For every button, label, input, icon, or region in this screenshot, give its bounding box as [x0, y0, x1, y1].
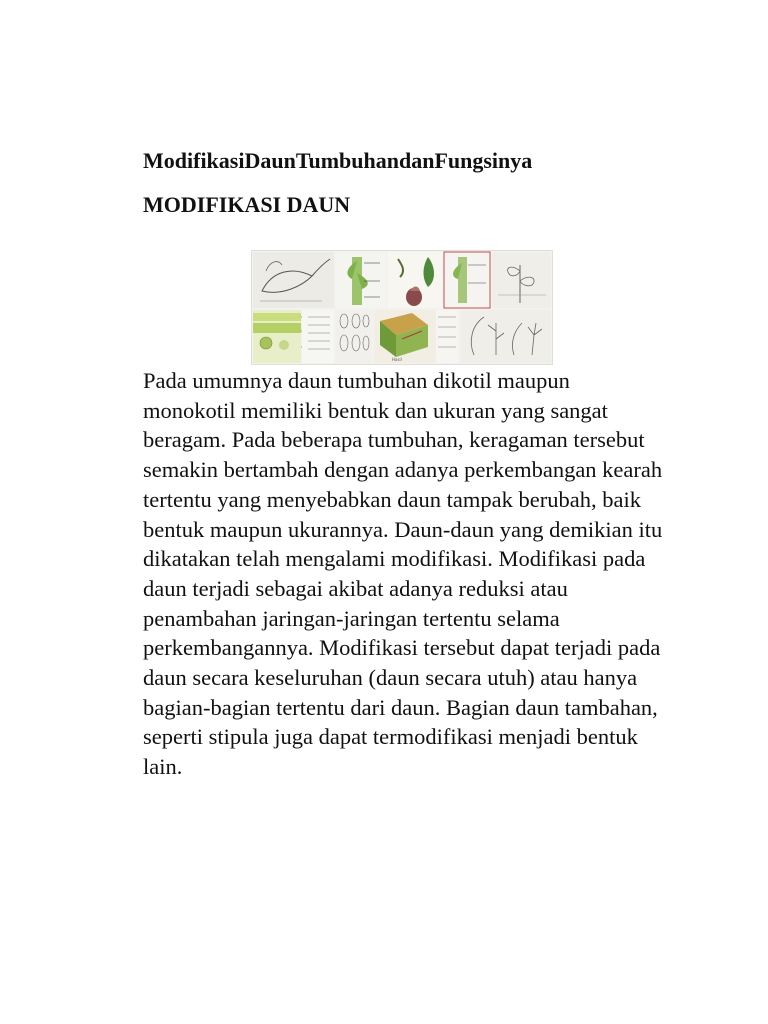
collage-panel-thorn-sketch: [460, 310, 551, 363]
leaf-modification-collage-image: [251, 250, 553, 365]
collage-panel-label-list: [302, 310, 334, 363]
collage-panel-leaf-sketch: [253, 252, 334, 308]
collage-panel-leaf-shapes: [336, 310, 372, 363]
collage-panel-tissue-block: [374, 310, 436, 363]
collage-panel-tissue-labels: [436, 310, 458, 363]
collage-panel-plant-sketch: [492, 252, 551, 308]
collage-panel-stem-diagram: [336, 252, 386, 308]
collage-panel-tendril-bulb: [388, 252, 442, 308]
section-heading: MODIFIKASI DAUN: [143, 192, 351, 217]
body-paragraph: Pada umumnya daun tumbuhan dikotil maupun monokotil memiliki bentuk dan ukuran yang sangat beragam. Pada beberapa tumbuhan, keragaman tersebut semakin bertambah dengan adanya perkembangan kearah tertentu yang menyebabkan daun tampak berubah, baik bentuk maupun ukurannya. Daun-daun yang demikian itu dikatakan telah mengalami modifikasi. Modifikasi pada daun terjadi sebagai akibat adanya reduksi atau penambahan jaringan-jaringan tertentu selama perkembangannya. Modifikasi tersebut dapat terjadi pada daun secara keseluruhan (daun secara utuh) atau hanya bagian-bagian tertentu dari daun. Bagian daun tambahan, seperti stipula juga dapat termodifikasi menjadi bentuk lain.: [143, 368, 663, 780]
document-title: ModifikasiDaunTumbuhandanFungsinya: [143, 148, 533, 173]
collage-panel-stem-diagram-2: [444, 252, 490, 308]
collage-caption: Hasil: [392, 357, 402, 362]
